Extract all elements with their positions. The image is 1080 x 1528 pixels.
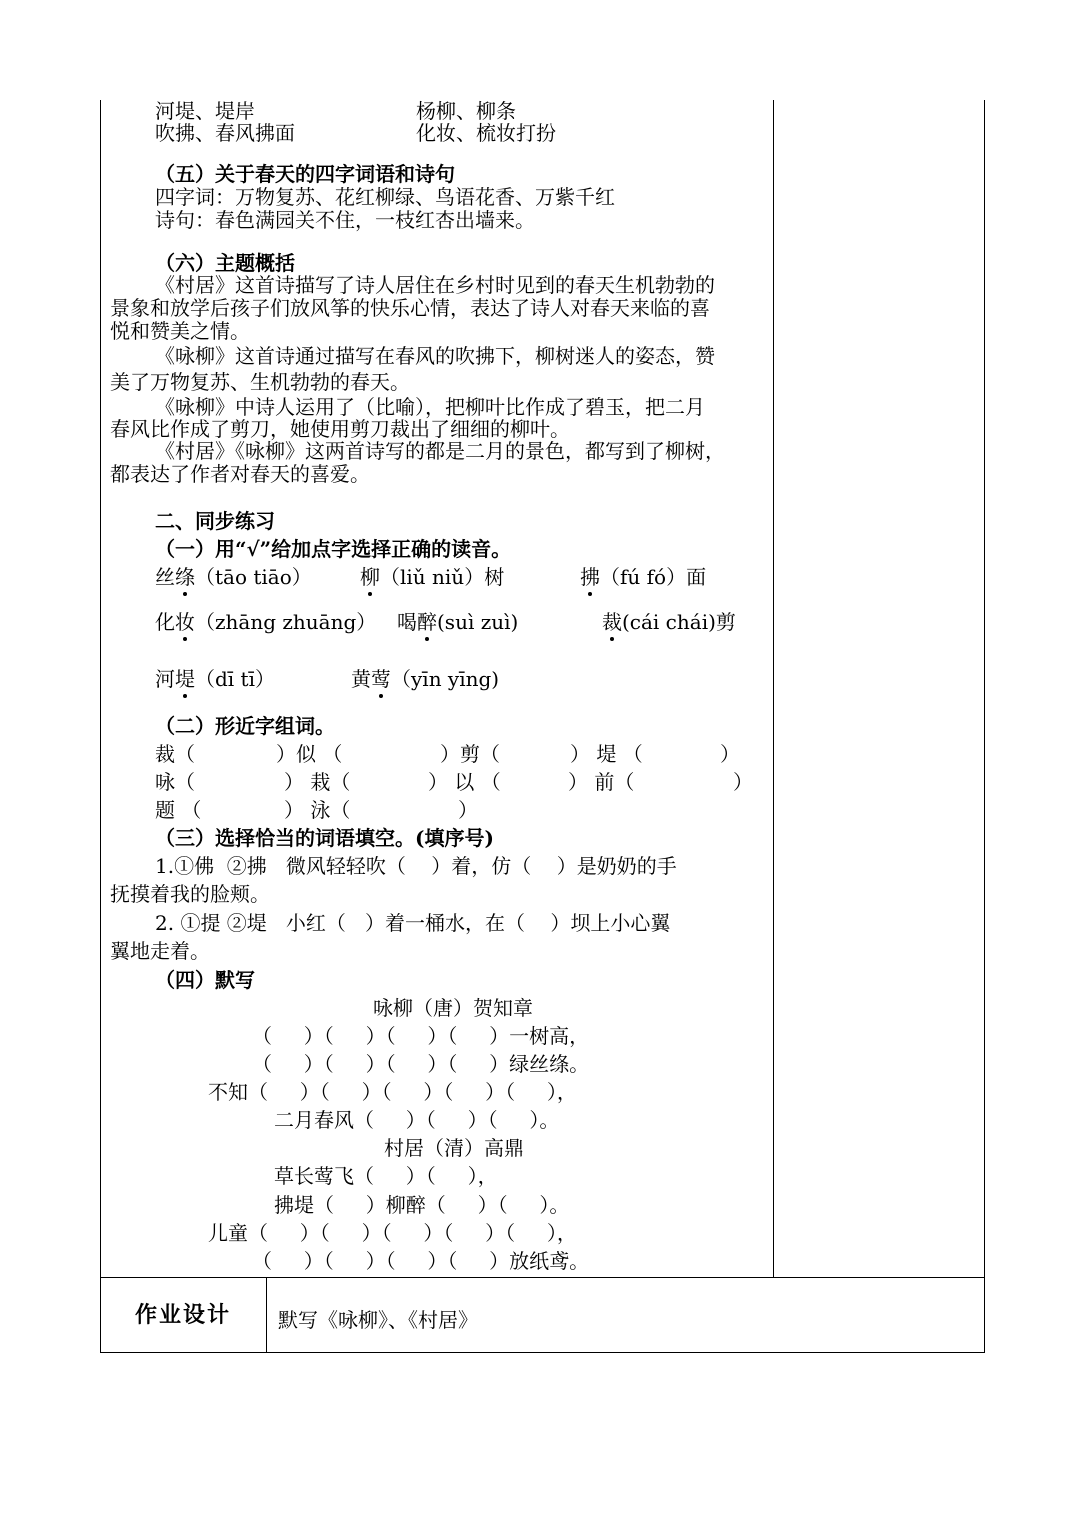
vocab-1b: 杨柳、柳条 (416, 99, 516, 123)
q2-cell: ） 泳（ (284, 798, 351, 822)
homework-divider (266, 1277, 267, 1353)
q3-line: 抚摸着我的脸颊。 (110, 882, 270, 906)
q3-line: 2. ①提 ②堤 小红（ ）着一桶水，在（ ）坝上小心翼 (155, 911, 671, 935)
pinyin-item: 河堤（dī tī） (155, 667, 275, 691)
pinyin-item: 裁(cái chái)剪 (602, 610, 736, 634)
summary-line: 《咏柳》中诗人运用了（比喻），把柳叶比作成了碧玉，把二月 (155, 395, 705, 419)
poem-line: 不知（ ）（ ）（ ）（ ）（ ）， (208, 1080, 577, 1104)
summary-line: 景象和放学后孩子们放风筝的快乐心情，表达了诗人对春天来临的喜 (110, 296, 710, 320)
section5-words: 四字词：万物复苏、花红柳绿、鸟语花香、万紫千红 (155, 185, 615, 209)
pinyin-item: 拂（fú fó）面 (580, 565, 707, 589)
pinyin-item: 丝绦（tāo tiāo） (155, 565, 312, 589)
summary-line: 《村居》《咏柳》这两首诗写的都是二月的景色，都写到了柳树， (155, 439, 725, 463)
vocab-2a: 吹拂、春风拂面 (155, 121, 295, 145)
table-divider (773, 100, 774, 1277)
section5-poem: 诗句：春色满园关不住，一枝红杏出墙来。 (155, 208, 535, 232)
pinyin-item: 化妆（zhāng zhuāng） (155, 610, 377, 634)
table-row-divider (100, 1277, 985, 1278)
q2-cell: ） 堤 （ (570, 742, 643, 766)
summary-line: 美了万物复苏、生机勃勃的春天。 (110, 370, 410, 394)
homework-label: 作业设计 (134, 1302, 231, 1328)
pinyin-item: 喝醉(suì zuì) (397, 610, 519, 634)
summary-line: 《村居》这首诗描写了诗人居住在乡村时见到的春天生机勃勃的 (155, 273, 715, 297)
poem-line: 儿童（ ）（ ）（ ）（ ）（ ）， (208, 1221, 577, 1245)
poem-title: 村居（清）高鼎 (384, 1136, 524, 1160)
poem-title: 咏柳（唐）贺知章 (373, 996, 533, 1020)
pinyin-item: 黄莺（yīn yīng) (351, 667, 500, 691)
summary-line: 春风比作成了剪刀，她使用剪刀裁出了细细的柳叶。 (110, 417, 570, 441)
q2-cell: 咏（ (155, 770, 195, 794)
summary-line: 悦和赞美之情。 (110, 319, 250, 343)
poem-line: （ ）（ ）（ ）（ ）绿丝绦。 (252, 1052, 590, 1076)
q1-title: （一）用“√”给加点字选择正确的读音。 (155, 537, 512, 561)
poem-line: 草长莺飞（ ）（ ）， (274, 1164, 498, 1188)
poem-line: 拂堤（ ）柳醉（ ）（ ）。 (274, 1193, 570, 1217)
poem-line: （ ）（ ）（ ）（ ）放纸鸢。 (252, 1249, 590, 1273)
q2-cell: ） 栽（ (284, 770, 351, 794)
q2-cell: ） 前（ (568, 770, 635, 794)
q2-cell: ） (458, 798, 478, 822)
q4-title: （四）默写 (155, 968, 255, 992)
q2-cell: ） (720, 742, 740, 766)
q2-cell: ） (733, 770, 753, 794)
section5-title: （五）关于春天的四字词语和诗句 (155, 162, 455, 186)
q2-title: （二）形近字组词。 (155, 714, 335, 738)
poem-line: 二月春风（ ）（ ）（ ）。 (274, 1108, 560, 1132)
q3-line: 翼地走着。 (110, 939, 210, 963)
pinyin-item: 柳（liǔ niǔ）树 (360, 565, 505, 589)
summary-line: 都表达了作者对春天的喜爱。 (110, 462, 370, 486)
q2-cell: 题 （ (155, 798, 202, 822)
q3-title: （三）选择恰当的词语填空。(填序号) (155, 826, 494, 850)
q2-cell: 裁（ (155, 742, 195, 766)
section6-title: （六）主题概括 (155, 251, 295, 275)
q2-cell: ） 以 （ (428, 770, 501, 794)
q2-cell: ）似 （ (276, 742, 343, 766)
poem-line: （ ）（ ）（ ）（ ）一树高， (252, 1024, 590, 1048)
practice-title: 二、同步练习 (155, 509, 275, 533)
q2-cell: ）剪（ (440, 742, 500, 766)
vocab-1a: 河堤、堤岸 (155, 99, 255, 123)
homework-content: 默写《咏柳》、《村居》 (278, 1308, 478, 1332)
summary-line: 《咏柳》这首诗通过描写在春风的吹拂下，柳树迷人的姿态，赞 (155, 344, 715, 368)
vocab-2b: 化妆、梳妆打扮 (416, 121, 556, 145)
q3-line: 1.①佛 ②拂 微风轻轻吹（ ）着，仿（ ）是奶奶的手 (155, 854, 677, 878)
